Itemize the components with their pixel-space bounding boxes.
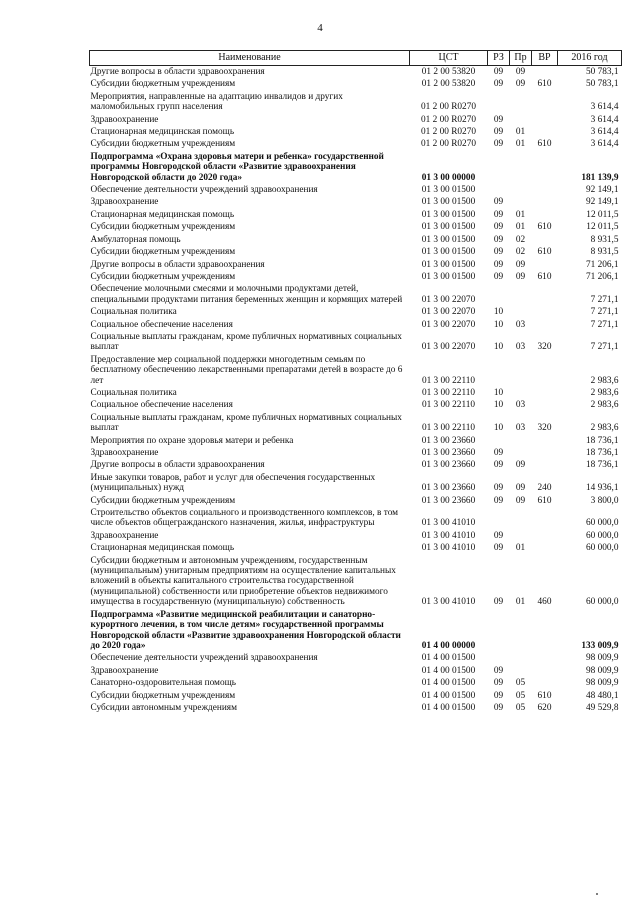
row-name: Социальные выплаты гражданам, кроме публичных нормативных социальных выплат [90,331,402,353]
row-vr: 610 [537,247,552,258]
row-cst: 01 4 00 01500 [421,690,476,701]
row-sum: 60 000,0 [585,543,619,554]
row-vr [532,665,558,677]
table-row [90,665,622,677]
row-pr [510,387,532,399]
row-cst: 01 3 00 23660 [421,460,476,471]
row-name: Другие вопросы в области здравоохранения [90,259,265,270]
table-row [90,387,622,399]
row-pr: 02 [515,234,526,245]
row-name: Обеспечение деятельности учреждений здравоохранения [90,653,318,664]
table-row [90,652,622,664]
row-cst: 01 3 00 23660 [421,483,476,494]
row-sum: 181 139,9 [581,172,619,183]
row-vr: 610 [537,222,552,233]
row-vr [532,209,558,221]
row-sum: 7 271,1 [590,294,619,305]
row-pr: 03 [515,423,526,434]
table-row [90,495,622,507]
subprogram-row [90,151,622,184]
column-header-rz: РЗ [488,51,510,66]
row-cst: 01 2 00 R0270 [420,102,476,113]
row-pr: 01 [515,139,526,150]
row-pr [510,665,532,677]
scan-speck [596,893,598,895]
table-row [90,283,622,306]
row-name: Субсидии бюджетным учреждениям [90,79,236,90]
row-name: Стационарная медицинская помощь [90,543,235,554]
row-sum: 98 009,9 [585,678,619,689]
row-cst: 01 3 00 41010 [421,543,476,554]
row-vr: 610 [537,79,552,90]
table-row [90,447,622,459]
column-header-cst: ЦСТ [410,51,488,66]
row-pr [510,530,532,542]
row-pr: 01 [515,597,526,608]
row-sum: 7 271,1 [590,342,619,353]
row-vr [532,507,558,530]
row-vr: 610 [537,139,552,150]
row-sum: 49 529,8 [585,702,619,713]
row-vr [532,184,558,196]
row-rz: 10 [493,387,504,398]
row-sum: 14 936,1 [585,483,619,494]
row-sum: 3 614,4 [590,139,619,150]
table-row [90,259,622,271]
table-row [90,399,622,411]
row-cst: 01 3 00 01500 [421,222,476,233]
row-cst: 01 3 00 01500 [421,271,476,282]
table-row [90,354,622,387]
row-cst: 01 3 00 22070 [421,294,476,305]
row-vr [532,459,558,471]
row-rz: 09 [493,222,504,233]
row-rz: 10 [493,423,504,434]
row-rz: 09 [493,483,504,494]
row-pr: 09 [515,79,526,90]
row-vr [532,652,558,664]
row-cst: 01 3 00 23660 [421,435,476,446]
row-pr: 09 [515,460,526,471]
row-name: Другие вопросы в области здравоохранения [90,460,265,471]
row-pr [510,447,532,459]
row-rz: 09 [493,139,504,150]
row-pr: 03 [515,319,526,330]
table-row [90,472,622,495]
row-cst: 01 3 00 01500 [421,209,476,220]
page-number: 4 [317,22,323,34]
row-rz: 09 [493,530,504,541]
row-sum: 92 149,1 [585,185,619,196]
row-name: Социальное обеспечение населения [90,400,233,411]
row-sum: 92 149,1 [585,197,619,208]
table-row [90,126,622,138]
row-rz: 10 [493,307,504,318]
row-sum: 3 614,4 [590,102,619,113]
row-vr [532,196,558,208]
row-sum: 7 271,1 [590,307,619,318]
table-row [90,459,622,471]
row-name: Предоставление мер социальной поддержки многодетным семьям по бесплатному обеспечению лекарственными препаратами детей в возрасте до 6 лет [90,354,403,386]
row-vr: 460 [537,597,552,608]
row-rz: 09 [493,702,504,713]
row-pr: 05 [515,678,526,689]
row-rz: 10 [493,319,504,330]
row-sum: 60 000,0 [585,597,619,608]
row-rz [488,354,510,387]
row-pr [510,196,532,208]
row-pr [510,306,532,318]
row-pr: 05 [515,690,526,701]
row-vr [532,91,558,114]
row-rz [488,91,510,114]
row-name: Подпрограмма «Охрана здоровья матери и ребенка» государственной программы Новгородской области «Развитие здравоохранения Новгородской области до 2020 года» [90,151,384,183]
row-pr [510,114,532,126]
row-vr: 610 [537,690,552,701]
row-name: Субсидии бюджетным учреждениям [90,271,236,282]
row-cst: 01 4 00 01500 [421,653,476,664]
row-rz: 09 [493,678,504,689]
row-pr: 09 [515,483,526,494]
row-sum: 50 783,1 [585,79,619,90]
row-cst: 01 3 00 01500 [421,259,476,270]
row-name: Санаторно-оздоровительная помощь [90,678,236,689]
row-pr: 05 [515,702,526,713]
table-row [90,306,622,318]
row-rz: 09 [493,127,504,138]
row-cst: 01 3 00 23660 [421,448,476,458]
row-pr [510,184,532,196]
row-rz [488,435,510,447]
table-row [90,507,622,530]
row-vr [532,387,558,399]
row-vr: 620 [537,702,552,713]
row-name: Субсидии бюджетным учреждениям [90,139,236,150]
row-cst: 01 3 00 22110 [421,423,476,434]
row-cst: 01 2 00 R0270 [420,114,476,125]
table-row [90,184,622,196]
row-rz: 09 [493,460,504,471]
table-row [90,196,622,208]
row-rz: 10 [493,400,504,411]
row-pr [510,283,532,306]
row-rz: 09 [493,597,504,608]
row-rz: 09 [493,665,504,676]
row-cst: 01 3 00 01500 [421,247,476,258]
row-sum: 2 983,6 [590,375,619,386]
table-row [90,542,622,554]
row-name: Социальные выплаты гражданам, кроме публичных нормативных социальных выплат [90,412,402,434]
row-vr [532,234,558,246]
row-rz: 09 [493,209,504,220]
row-name: Здравоохранение [90,530,159,541]
table-row [90,66,622,79]
row-sum: 3 800,0 [590,495,619,506]
row-cst: 01 3 00 41010 [421,597,476,608]
row-cst: 01 2 00 R0270 [420,139,476,150]
row-rz: 09 [493,690,504,701]
row-cst: 01 4 00 00000 [421,640,476,651]
row-cst: 01 4 00 01500 [421,665,476,676]
table-row [90,319,622,331]
row-rz: 09 [493,67,504,77]
row-vr [532,306,558,318]
row-cst: 01 3 00 22070 [421,319,476,330]
row-cst: 01 3 00 22110 [421,375,476,386]
row-cst: 01 3 00 22110 [421,387,476,398]
table-row [90,677,622,689]
row-vr: 610 [537,271,552,282]
row-sum: 8 931,5 [590,234,619,245]
table-row [90,412,622,435]
row-sum: 98 009,9 [585,665,619,676]
row-rz [488,151,510,184]
row-name: Амбулаторная помощь [90,234,181,245]
row-rz [488,609,510,653]
budget-table [89,50,622,714]
row-name: Мероприятия, направленные на адаптацию инвалидов и других маломобильных групп населения [90,91,343,113]
table-row [90,530,622,542]
row-pr [510,652,532,664]
column-header-year: 2016 год [558,51,622,66]
row-sum: 2 983,6 [590,387,619,398]
table-row [90,435,622,447]
row-cst: 01 4 00 01500 [421,678,476,689]
row-vr [532,530,558,542]
row-name: Субсидии бюджетным и автономным учреждениям, государственным (муниципальным) унитарным предприятиям на осуществление капитальных вложений в объекты капитального строительства государственной (муниципальной) собственности или приобретение объектов недвижимого имущества в государственную (муниципальную) собственность [90,555,396,608]
row-vr: 320 [537,423,552,434]
row-vr [532,319,558,331]
row-cst: 01 4 00 01500 [421,702,476,713]
table-body [90,66,622,715]
row-name: Стационарная медицинская помощь [90,127,235,138]
row-cst: 01 3 00 01500 [421,197,476,208]
row-name: Здравоохранение [90,114,159,125]
row-rz: 09 [493,79,504,90]
row-name: Субсидии бюджетным учреждениям [90,690,236,701]
row-pr: 03 [515,342,526,353]
row-sum: 12 011,5 [586,209,619,220]
row-vr [532,435,558,447]
row-vr: 240 [537,483,552,494]
row-vr [532,283,558,306]
row-cst: 01 2 00 53820 [421,79,476,90]
row-sum: 71 206,1 [585,271,619,282]
row-sum: 2 983,6 [590,400,619,411]
table-row [90,234,622,246]
row-sum: 18 736,1 [585,460,619,471]
row-name: Социальное обеспечение населения [90,319,233,330]
row-name: Здравоохранение [90,197,159,208]
row-pr [510,507,532,530]
row-pr: 02 [515,247,526,258]
row-pr: 09 [515,271,526,282]
row-name: Субсидии бюджетным учреждениям [90,247,236,258]
table-row [90,271,622,283]
row-sum: 3 614,4 [590,127,619,138]
row-cst: 01 3 00 23660 [421,495,476,506]
row-rz: 09 [493,448,504,458]
table-row [90,702,622,714]
row-pr: 09 [515,259,526,270]
table-row [90,138,622,150]
row-sum: 18 736,1 [585,448,619,458]
row-rz: 09 [493,259,504,270]
row-name: Обеспечение деятельности учреждений здравоохранения [90,185,318,196]
row-sum: 98 009,9 [585,653,619,664]
row-name: Субсидии бюджетным учреждениям [90,495,236,506]
row-name: Иные закупки товаров, работ и услуг для обеспечения государственных (муниципальных) нужд [90,472,376,494]
row-cst: 01 3 00 22070 [421,307,476,318]
row-pr: 01 [515,222,526,233]
row-name: Подпрограмма «Развитие медицинской реабилитации и санаторно-курортного лечения, в том числе детям» государственной программы Новгородской области «Развитие здравоохранения Новгородской области до 2020 года» [90,609,401,651]
table-row [90,331,622,354]
row-sum: 2 983,6 [590,423,619,434]
row-pr: 01 [515,543,526,554]
row-pr [510,435,532,447]
row-rz [488,283,510,306]
row-rz: 09 [493,114,504,125]
row-sum: 50 783,1 [585,67,619,77]
row-name: Стационарная медицинская помощь [90,209,235,220]
row-sum: 12 011,5 [586,222,619,233]
row-rz [488,652,510,664]
row-sum: 133 009,9 [581,640,619,651]
row-pr: 09 [515,495,526,506]
row-vr [532,677,558,689]
row-cst: 01 3 00 01500 [421,234,476,245]
row-vr [532,126,558,138]
row-rz: 09 [493,271,504,282]
column-header-name: Наименование [90,51,410,66]
row-vr [532,151,558,184]
row-vr: 320 [537,342,552,353]
row-pr [510,609,532,653]
row-sum: 18 736,1 [585,435,619,446]
row-name: Социальная политика [90,307,177,318]
row-name: Обеспечение молочными смесями и молочными продуктами детей, специальными продуктами питания беременных женщин и кормящих матерей [90,284,403,305]
table-row [90,221,622,233]
row-rz: 09 [493,495,504,506]
row-pr [510,354,532,387]
table-row [90,114,622,126]
row-sum: 71 206,1 [585,259,619,270]
row-name: Здравоохранение [90,448,159,458]
row-vr [532,66,558,79]
row-rz: 09 [493,234,504,245]
subprogram-row [90,609,622,653]
row-cst: 01 3 00 41010 [421,518,476,529]
table-row [90,91,622,114]
row-vr [532,447,558,459]
row-cst: 01 3 00 00000 [421,172,476,183]
row-cst: 01 3 00 22070 [421,342,476,353]
row-vr [532,542,558,554]
table-row [90,246,622,258]
row-pr: 01 [515,209,526,220]
row-vr [532,114,558,126]
table-row [90,78,622,90]
row-cst: 01 2 00 53820 [421,67,476,77]
row-rz [488,507,510,530]
row-name: Мероприятия по охране здоровья матери и ребенка [90,435,294,446]
row-vr [532,259,558,271]
table-row [90,555,622,609]
row-rz: 10 [493,342,504,353]
table-row [90,690,622,702]
row-cst: 01 3 00 01500 [421,185,476,196]
row-pr [510,151,532,184]
row-sum: 48 480,1 [585,690,619,701]
row-rz: 09 [493,197,504,208]
row-name: Здравоохранение [90,665,159,676]
row-sum: 60 000,0 [585,518,619,529]
row-pr: 01 [515,127,526,138]
row-vr [532,354,558,387]
row-pr [510,91,532,114]
row-vr: 610 [537,495,552,506]
row-sum: 8 931,5 [590,247,619,258]
row-rz [488,184,510,196]
column-header-pr: Пр [510,51,532,66]
row-pr: 09 [515,67,526,77]
row-cst: 01 3 00 22110 [421,400,476,411]
row-pr: 03 [515,400,526,411]
row-sum: 3 614,4 [590,114,619,125]
row-name: Субсидии автономным учреждениям [90,702,237,713]
row-name: Субсидии бюджетным учреждениям [90,222,236,233]
row-vr [532,399,558,411]
row-sum: 60 000,0 [585,530,619,541]
column-header-vr: ВР [532,51,558,66]
table-row [90,209,622,221]
row-cst: 01 3 00 41010 [421,530,476,541]
row-cst: 01 2 00 R0270 [420,127,476,138]
row-sum: 7 271,1 [590,319,619,330]
table-header-row [90,51,622,66]
row-rz: 09 [493,543,504,554]
row-name: Социальная политика [90,387,177,398]
row-name: Строительство объектов социального и производственного комплексов, в том числе объектов общегражданского назначения, жилья, инфраструктуры [90,508,399,529]
row-rz: 09 [493,247,504,258]
row-vr [532,609,558,653]
row-name: Другие вопросы в области здравоохранения [90,67,265,77]
